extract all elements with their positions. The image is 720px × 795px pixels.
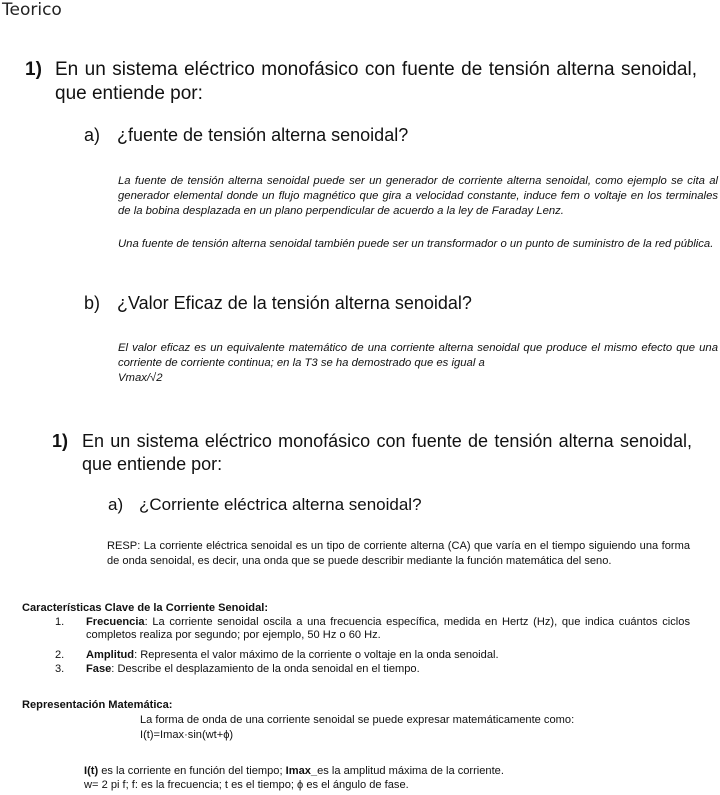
- list-number: 3.: [55, 663, 65, 675]
- list-term: Amplitud: [86, 649, 135, 661]
- subquestion-b: [84, 293, 472, 314]
- characteristics-list: [55, 616, 690, 676]
- list-text: : La corriente senoidal oscila a una frecuencia específica, medida en Hertz (Hz), que indica cuántos ciclos completos realiza por segundo; por ejemplo, 50 Hz o 60 Hz.: [86, 616, 690, 641]
- def-term: Imax_: [285, 765, 318, 777]
- answer-a-paragraph-1: La fuente de tensión alterna senoidal puede ser un generador de corriente alterna senoidal, como ejemplo se cita al generador elemental donde un flujo magnético que gira a velocidad constante, induce fem o voltaje en los terminales de la bobina desplazada en un plano perpendicular de acuerdo a la ley de Faraday Lenz.: [118, 175, 718, 217]
- question-heading-2: [52, 430, 692, 476]
- math-description: La forma de onda de una corriente senoidal se puede expresar matemáticamente como:: [140, 714, 575, 726]
- list-number: 2.: [55, 649, 65, 661]
- answer-b-formula: Vmax/√2: [118, 372, 163, 384]
- def-text: es la corriente en función del tiempo;: [98, 765, 286, 777]
- list-number: 1.: [55, 616, 65, 628]
- def-text: es la amplitud máxima de la corriente.: [317, 765, 504, 777]
- subquestion-letter: a): [108, 495, 124, 514]
- question-text: En un sistema eléctrico monofásico con fuente de tensión alterna senoidal, que entiende por:: [82, 431, 692, 474]
- answer-b-paragraph: El valor eficaz es un equivalente matemático de una corriente alterna senoidal que produce el mismo efecto que una corriente de corriente continua; en la T3 se ha demostrado que es igual a: [118, 342, 718, 369]
- list-term: Frecuencia: [86, 616, 145, 628]
- answer-a-paragraph-2: Una fuente de tensión alterna senoidal también puede ser un transformador o un punto de suministro de la red pública.: [118, 238, 714, 250]
- math-heading: Representación Matemática:: [22, 699, 173, 711]
- question-number: 1): [25, 59, 42, 80]
- subquestion-c: [108, 495, 422, 515]
- page-title: Teorico: [2, 0, 62, 20]
- subquestion-text: ¿Valor Eficaz de la tensión alterna senoidal?: [117, 293, 472, 313]
- question-number: 1): [52, 431, 69, 451]
- subquestion-text: ¿Corriente eléctrica alterna senoidal?: [139, 495, 422, 514]
- list-text: : Representa el valor máximo de la corriente o voltaje en la onda senoidal.: [134, 649, 499, 661]
- def-term: I(t): [84, 765, 99, 777]
- list-text: : Describe el desplazamiento de la onda senoidal en el tiempo.: [111, 663, 420, 675]
- question-text: En un sistema eléctrico monofásico con fuente de tensión alterna senoidal, que entiende por:: [55, 59, 697, 104]
- definition-line-2: w= 2 pi f; f: es la frecuencia; t es el tiempo; ϕ es el ángulo de fase.: [84, 779, 409, 791]
- question-heading-1: [25, 58, 697, 106]
- characteristics-heading: Características Clave de la Corriente Senoidal:: [22, 602, 269, 614]
- subquestion-a: [84, 125, 408, 146]
- subquestion-letter: a): [84, 125, 101, 145]
- subquestion-letter: b): [84, 293, 101, 313]
- answer-c-paragraph: RESP: La corriente eléctrica senoidal es un tipo de corriente alterna (CA) que varía en el tiempo siguiendo una forma de onda senoidal, es decir, una onda que se puede describir mediante la función matemática del seno.: [107, 540, 690, 567]
- math-formula: I(t)=Imax·sin(wt+ϕ): [140, 729, 234, 741]
- subquestion-text: ¿fuente de tensión alterna senoidal?: [117, 125, 409, 145]
- list-item: [55, 616, 690, 644]
- definition-line-1: [84, 765, 504, 777]
- list-term: Fase: [86, 663, 112, 675]
